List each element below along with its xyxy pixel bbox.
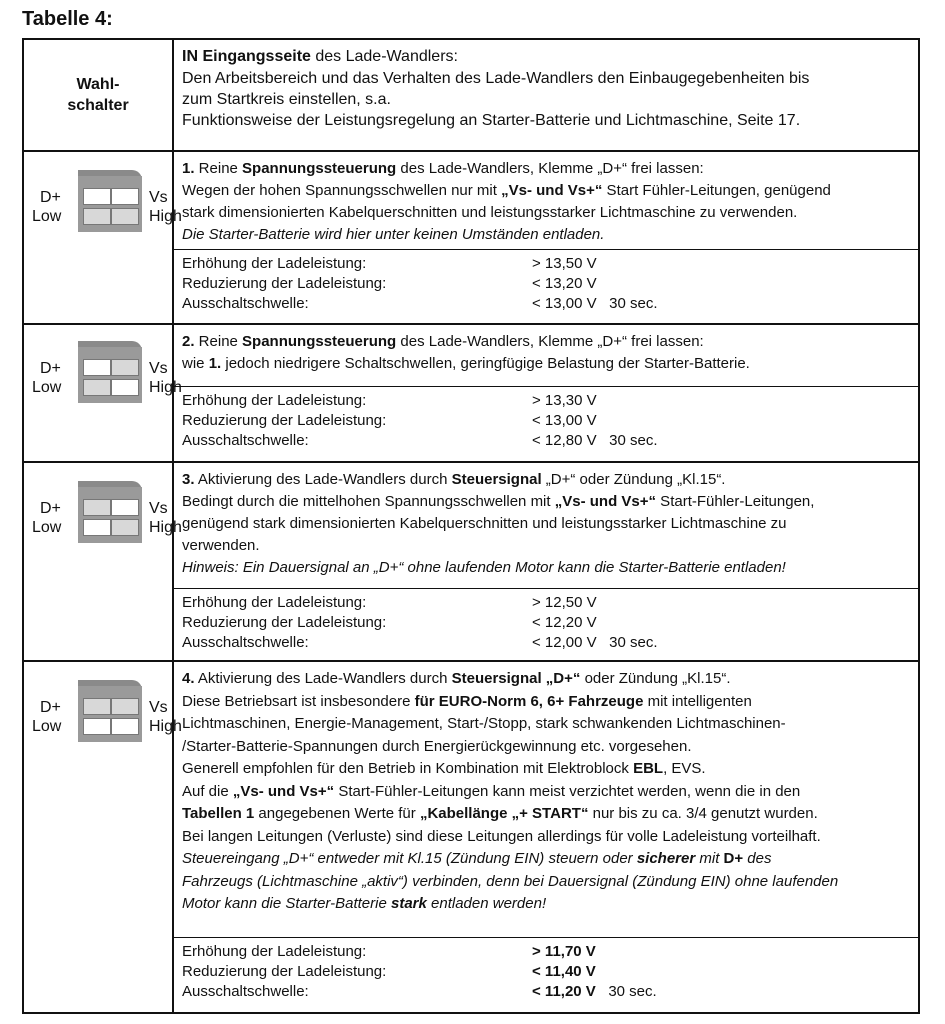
table-row-mode-2 — [24, 325, 918, 463]
text-segment — [111, 379, 139, 396]
text-segment: Start Fühler-Leitungen, genügend — [602, 182, 831, 199]
text-segment: Low — [32, 379, 62, 396]
header-switch-label-2: schalter — [67, 97, 129, 114]
header-switch-label-1: Wahl- — [76, 76, 120, 93]
text-segment — [637, 850, 695, 867]
text-segment: > 11,70 V — [532, 943, 596, 960]
text-segment — [182, 613, 910, 633]
text-segment — [182, 353, 910, 375]
text-segment: Start-Fühler-Leitungen kann meist verzichtet werden, wenn die in den — [334, 782, 801, 800]
text-segment — [182, 803, 910, 826]
text-segment — [182, 758, 910, 781]
text-segment: < 13,20 V — [532, 275, 597, 292]
text-segment: Aktivierung des Lade-Wandlers durch — [194, 471, 452, 488]
text-segment: „Kabellänge „+ START“ — [419, 805, 589, 822]
text-segment: /Starter-Batterie-Spannungen durch Energierückgewinnung etc. vorgesehen. — [182, 737, 692, 755]
text-segment: Diese Betriebsart ist insbesondere — [182, 692, 415, 710]
text-segment: Spannungssteuerung — [242, 333, 397, 350]
text-segment — [111, 359, 139, 376]
text-segment: Vs — [149, 500, 168, 517]
text-segment: „Vs- und Vs+“ — [501, 182, 603, 199]
text-segment — [111, 208, 139, 225]
text-segment: > 12,50 V — [532, 594, 597, 611]
text-segment — [83, 208, 111, 225]
text-segment — [182, 893, 910, 916]
text-segment: Steuersignal — [451, 471, 542, 488]
mode-1-description — [174, 152, 918, 250]
text-segment: Erhöhung der Ladeleistung: — [182, 594, 367, 611]
header-line-4: Funktionsweise der Leistungsregelung an Starter-Batterie und Lichtmaschine, Seite 17. — [182, 112, 801, 129]
text-segment: sicherer — [636, 850, 696, 867]
text-segment: Ausschaltschwelle: — [182, 983, 309, 1000]
text-segment — [83, 718, 111, 735]
text-segment — [182, 781, 910, 804]
mode-1-thresholds — [174, 250, 918, 314]
text-segment: Reduzierung der Ladeleistung: — [182, 412, 387, 429]
text-segment: Erhöhung der Ladeleistung: — [182, 943, 367, 960]
text-segment — [111, 188, 139, 205]
text-segment — [83, 499, 111, 516]
text-segment — [182, 274, 910, 294]
text-segment: „Vs- und Vs+“ — [554, 493, 657, 510]
text-segment: oder Zündung „Kl.15“. — [580, 670, 731, 687]
text-segment — [182, 593, 910, 613]
text-segment: angegebenen Werte für — [254, 805, 420, 822]
text-segment: stark dimensionierten Kabelquerschnitten und leistungsstarker Lichtmaschine zu verwenden. — [182, 204, 798, 221]
header-line-2: Den Arbeitsbereich und das Verhalten des Lade-Wandlers den Einbaugegebenheiten bis — [182, 70, 810, 87]
text-segment: Generell empfohlen für den Betrieb in Kombination mit Elektroblock — [182, 760, 634, 777]
text-segment: 3. — [182, 471, 195, 488]
text-segment: Motor kann die Starter-Batterie — [182, 895, 391, 912]
mode-3-description — [174, 463, 918, 589]
text-segment: 2. — [182, 333, 195, 350]
switch-cell-4 — [24, 662, 182, 1012]
text-segment: High — [149, 519, 182, 536]
text-segment: Ausschaltschwelle: — [182, 432, 309, 449]
text-segment: D+ — [40, 360, 61, 377]
switch-label-vs: Vs — [149, 189, 168, 206]
text-segment — [182, 633, 910, 653]
text-segment: > 13,50 V — [532, 255, 597, 272]
text-segment: verwenden. — [182, 537, 260, 554]
text-segment — [182, 294, 910, 314]
text-segment: Lichtmaschinen, Energie-Management, Start-/Stopp, stark schwankenden Lichtmaschinen- — [182, 715, 786, 732]
mode-1-content — [174, 152, 918, 323]
text-segment: Bedingt durch die mittelhohen Spannungsschwellen mit — [182, 493, 555, 510]
text-segment: des Lade-Wandlers, Klemme „D+“ frei lassen: — [396, 160, 704, 177]
text-segment: Reine — [194, 333, 243, 350]
text-segment: D+ — [40, 500, 61, 517]
text-segment: wie — [182, 355, 209, 372]
text-segment: Ausschaltschwelle: — [182, 634, 309, 651]
text-segment: für EURO-Norm 6, 6+ Fahrzeuge — [414, 692, 644, 710]
text-segment: 1. — [182, 160, 195, 177]
header-description-cell — [174, 40, 918, 150]
header-in-label: IN Eingangsseite — [182, 48, 311, 65]
text-segment — [182, 158, 910, 180]
text-segment: < 11,40 V — [532, 963, 596, 980]
text-segment: entladen werden! — [426, 895, 547, 912]
text-segment: genügend stark dimensionierten Kabelquerschnitten und leistungsstarker Lichtmaschine zu — [182, 515, 787, 532]
text-segment — [182, 557, 910, 579]
text-segment: Tabellen 1 — [182, 805, 255, 822]
text-segment: des Lade-Wandlers, Klemme „D+“ frei lassen: — [396, 333, 704, 350]
text-segment: > 13,30 V — [532, 392, 597, 409]
switch-cell-1 — [24, 152, 182, 323]
text-segment: Auf die — [182, 782, 233, 800]
text-segment: stark — [391, 895, 427, 912]
text-segment — [182, 962, 910, 982]
mode-3-thresholds — [174, 589, 918, 653]
text-segment: D+ — [40, 699, 61, 716]
mode-4-description — [174, 662, 918, 938]
text-segment — [182, 224, 910, 246]
text-segment: Steuersignal „D+“ — [451, 670, 581, 687]
text-segment — [83, 519, 111, 536]
text-segment: < 12,80 V — [532, 432, 597, 449]
table-row-mode-1 — [24, 152, 918, 325]
text-segment — [182, 491, 910, 513]
text-segment — [111, 499, 139, 516]
text-segment — [83, 379, 111, 396]
text-segment: Reduzierung der Ladeleistung: — [182, 614, 387, 631]
text-segment: Vs — [149, 699, 168, 716]
text-segment — [182, 469, 910, 491]
text-segment — [83, 359, 111, 376]
switch-cell-3 — [24, 463, 182, 660]
text-segment: Fahrzeugs (Lichtmaschine „aktiv“) verbinden, denn bei Dauersignal (Zündung EIN) ohne laufenden — [182, 872, 839, 890]
text-segment — [182, 391, 910, 411]
text-segment: mit intelligenten — [643, 692, 752, 710]
mode-2-content — [174, 325, 918, 461]
text-segment: 30 sec. — [609, 432, 658, 449]
text-segment — [111, 519, 139, 536]
text-segment: , EVS. — [663, 760, 706, 777]
mode-2-description — [174, 325, 918, 387]
text-segment: Bei langen Leitungen (Verluste) sind diese Leitungen allerdings für volle Ladeleistung vorteilhaft. — [182, 827, 821, 845]
header-line-3: zum Startkreis einstellen, s.a. — [182, 91, 391, 108]
text-segment: nur bis zu ca. 3/4 genutzt wurden. — [588, 805, 818, 822]
text-segment: 30 sec. — [608, 983, 657, 1000]
text-segment — [182, 331, 910, 353]
page-title: Tabelle 4: — [22, 8, 113, 30]
text-segment: Vs — [149, 360, 168, 377]
text-segment: D+ — [723, 850, 744, 867]
text-segment — [83, 698, 111, 715]
table-row-mode-3 — [24, 463, 918, 662]
text-segment — [111, 718, 139, 735]
text-segment: < 12,00 V — [532, 634, 597, 651]
text-segment — [182, 254, 910, 274]
text-segment: 1. — [208, 355, 222, 372]
text-segment — [182, 411, 910, 431]
text-segment: Low — [32, 718, 62, 735]
text-segment: Reduzierung der Ladeleistung: — [182, 963, 387, 980]
text-segment: < 12,20 V — [532, 614, 597, 631]
text-segment: Wegen der hohen Spannungsschwellen nur mit — [182, 182, 502, 199]
header-switch-cell — [24, 40, 174, 150]
text-segment: Reine — [194, 160, 243, 177]
text-segment: Aktivierung des Lade-Wandlers durch — [194, 670, 452, 687]
text-segment: Low — [32, 519, 62, 536]
mode-4-content — [174, 662, 918, 1012]
text-segment — [111, 698, 139, 715]
switch-cell-2 — [24, 325, 182, 461]
text-segment: „D+“ oder Zündung „Kl.15“. — [541, 471, 726, 488]
text-segment: < 13,00 V — [532, 412, 597, 429]
text-segment: Ausschaltschwelle: — [182, 295, 309, 312]
text-segment: Die Starter-Batterie wird hier unter keinen Umständen entladen. — [182, 226, 605, 243]
text-segment: Reduzierung der Ladeleistung: — [182, 275, 387, 292]
text-segment: Steuereingang „D+“ entweder mit Kl.15 (Zündung EIN) steuern oder — [182, 850, 637, 867]
switch-label-dplus: D+ — [40, 189, 61, 206]
text-segment: „Vs- und Vs+“ — [232, 782, 335, 800]
text-segment: High — [149, 379, 182, 396]
mode-2-thresholds — [174, 387, 918, 451]
text-segment — [182, 848, 910, 871]
text-segment — [182, 871, 910, 894]
switch-label-high: High — [149, 208, 182, 225]
header-in-rest: des Lade-Wandlers: — [310, 48, 458, 65]
text-segment: mit — [695, 850, 724, 867]
text-segment — [182, 942, 910, 962]
text-segment — [182, 691, 910, 714]
switch-label-low: Low — [32, 208, 62, 225]
table-row-mode-4 — [24, 662, 918, 1012]
text-segment — [182, 46, 910, 67]
text-segment: 4. — [182, 670, 195, 687]
text-segment: Spannungssteuerung — [242, 160, 397, 177]
text-segment — [83, 188, 111, 205]
text-segment — [182, 431, 910, 451]
table-header-row — [24, 40, 918, 152]
text-segment: Hinweis: Ein Dauersignal an „D+“ ohne laufenden Motor kann die Starter-Batterie entladen! — [182, 559, 786, 576]
text-segment: jedoch niedrigere Schaltschwellen, geringfügige Belastung der Starter-Batterie. — [221, 355, 750, 372]
text-segment — [182, 982, 910, 1002]
text-segment: 30 sec. — [609, 295, 658, 312]
text-segment: High — [149, 718, 182, 735]
text-segment: < 13,00 V — [532, 295, 597, 312]
text-segment — [182, 668, 910, 691]
text-segment — [67, 74, 128, 116]
text-segment — [182, 180, 910, 202]
text-segment — [391, 895, 427, 912]
mode-4-thresholds — [174, 938, 918, 1002]
mode-3-content — [174, 463, 918, 660]
text-segment: des — [743, 850, 772, 867]
text-segment: Erhöhung der Ladeleistung: — [182, 255, 367, 272]
settings-table — [22, 38, 920, 1014]
text-segment: 30 sec. — [609, 634, 658, 651]
text-segment: EBL — [633, 760, 664, 777]
text-segment: Erhöhung der Ladeleistung: — [182, 392, 367, 409]
text-segment: Start-Fühler-Leitungen, — [656, 493, 815, 510]
text-segment: < 11,20 V — [532, 983, 596, 1000]
